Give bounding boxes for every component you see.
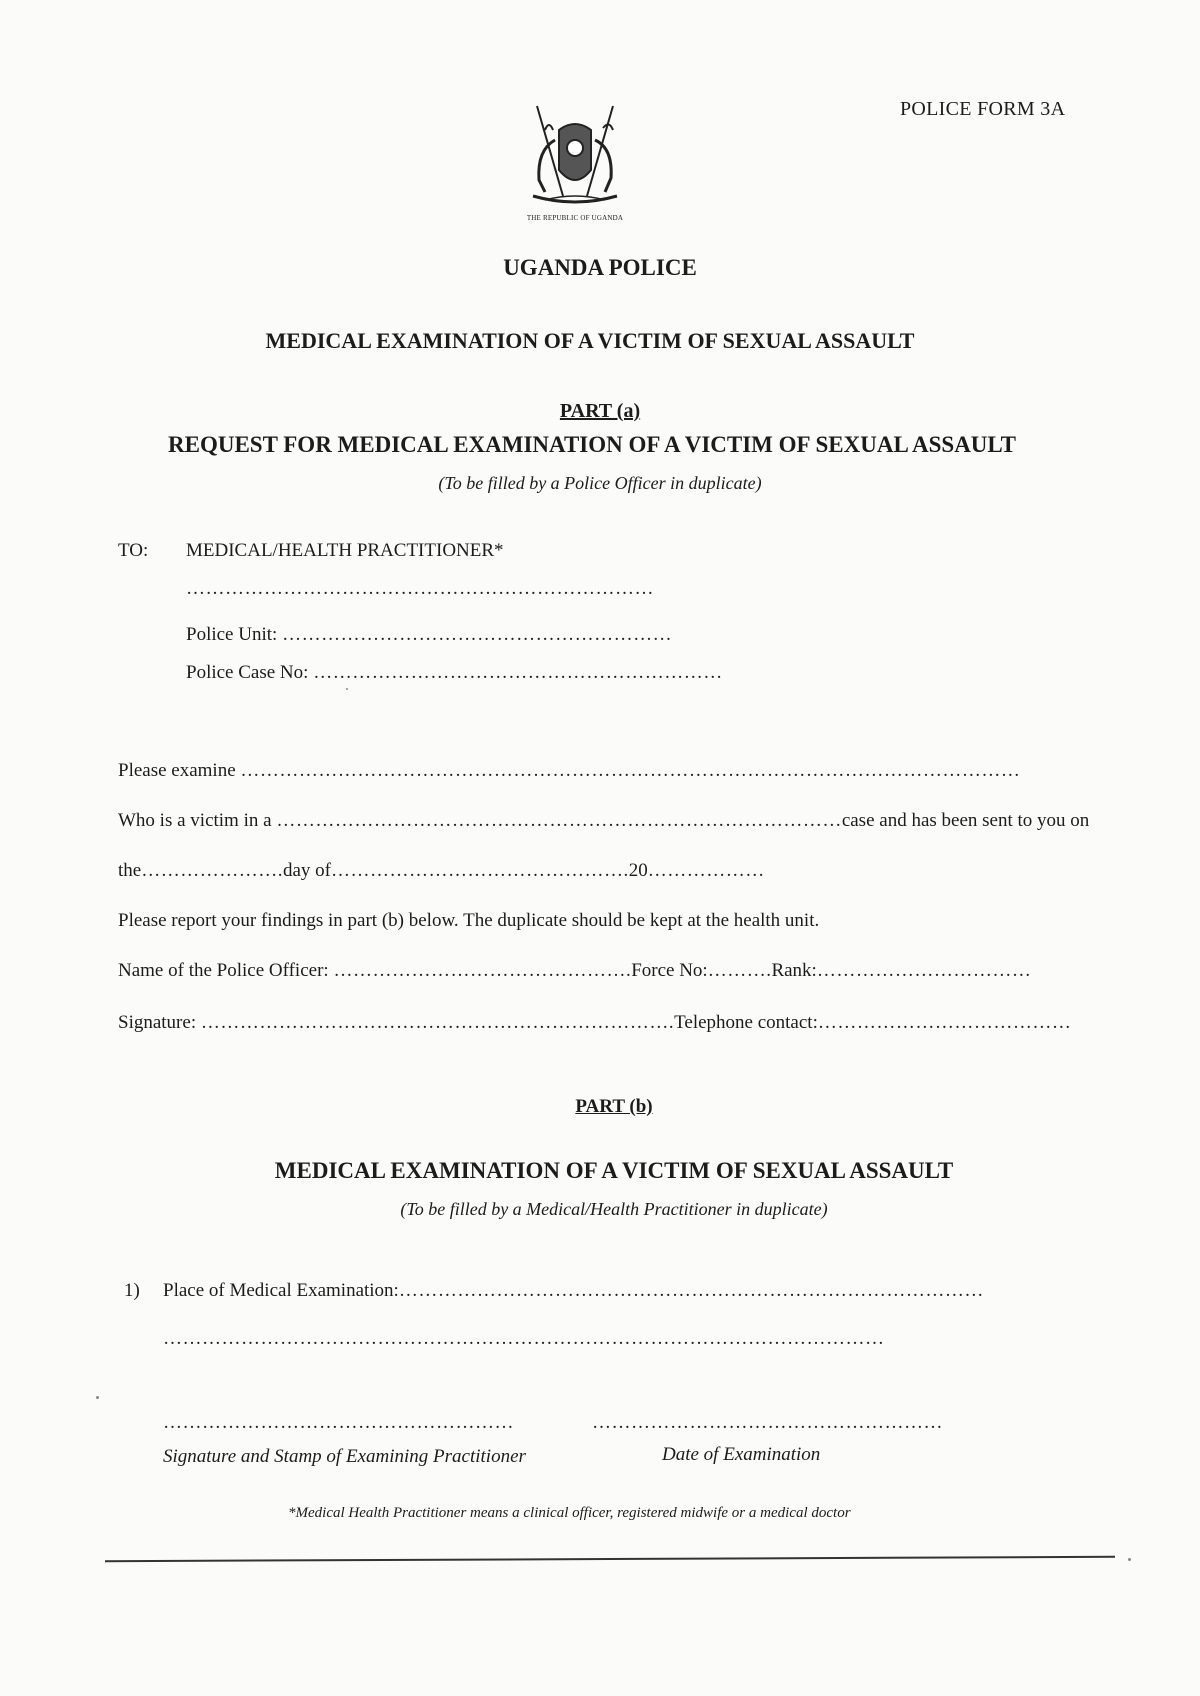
officer-details-row: Name of the Police Officer: ……………………………………….Force No:……….Rank:…………………………… bbox=[118, 960, 1032, 981]
date-sent-field[interactable]: the………………….day of……………………………………….20……………… bbox=[118, 860, 765, 881]
victim-suffix: case and has been sent to you on bbox=[841, 810, 1090, 831]
bottom-rule bbox=[105, 1556, 1115, 1562]
year-field[interactable]: ……………… bbox=[647, 860, 765, 881]
place-of-examination-field[interactable]: Place of Medical Examination:……………………………………………………………………………… bbox=[163, 1280, 984, 1301]
addressee: MEDICAL/HEALTH PRACTITIONER* bbox=[186, 540, 504, 561]
scan-speck bbox=[1128, 1558, 1131, 1561]
part-a-note: (To be filled by a Police Officer in duplicate) bbox=[438, 473, 762, 493]
signature-caption: Signature and Stamp of Examining Practitioner bbox=[163, 1446, 526, 1467]
uganda-coat-of-arms-icon bbox=[515, 100, 635, 216]
part-a-label: PART (a) bbox=[559, 400, 641, 422]
police-unit-field[interactable]: Police Unit: …………………………………………………… bbox=[186, 624, 673, 645]
signature-row: Signature: ……………………………………………………………….Telephone contact:………………………………… bbox=[118, 1012, 1072, 1033]
date-caption: Date of Examination bbox=[662, 1444, 821, 1465]
officer-signature-field[interactable]: ………………………………………………………………. bbox=[200, 1012, 675, 1033]
victim-label: Who is a victim in a bbox=[118, 810, 277, 831]
rank-field[interactable]: …………………………… bbox=[816, 960, 1032, 981]
part-b-label: PART (b) bbox=[575, 1096, 653, 1117]
place-label: Place of Medical Examination: bbox=[163, 1280, 399, 1301]
part-b-note: (To be filled by a Medical/Health Practitioner in duplicate) bbox=[400, 1199, 828, 1219]
police-case-no-field[interactable]: Police Case No: ……………………………………………………… bbox=[186, 662, 723, 683]
part-b-title: MEDICAL EXAMINATION OF A VICTIM OF SEXUAL ASSAULT bbox=[274, 1158, 954, 1183]
footnote: *Medical Health Practitioner means a clinical officer, registered midwife or a medical doctor bbox=[288, 1505, 851, 1521]
scan-speck bbox=[96, 1396, 99, 1399]
part-a-title: REQUEST FOR MEDICAL EXAMINATION OF A VICTIM OF SEXUAL ASSAULT bbox=[168, 432, 1016, 457]
agency-title: UGANDA POLICE bbox=[503, 255, 697, 280]
examine-label: Please examine bbox=[118, 760, 241, 781]
practitioner-signature-field[interactable]: ……………………………………………… bbox=[163, 1412, 514, 1433]
telephone-field[interactable]: ………………………………… bbox=[817, 1012, 1072, 1033]
to-label: TO: bbox=[118, 540, 149, 561]
case-no-label: Police Case No: bbox=[186, 662, 314, 683]
please-examine-field[interactable]: Please examine ………………………………………………………………………………………………………… bbox=[118, 760, 1021, 781]
police-unit-label: Police Unit: bbox=[186, 624, 283, 645]
place-of-examination-line-2[interactable]: ………………………………………………………………………………………………… bbox=[163, 1328, 885, 1349]
day-field[interactable]: …………………. bbox=[141, 860, 283, 881]
report-instruction: Please report your findings in part (b) below. The duplicate should be kept at the health unit. bbox=[118, 910, 820, 931]
form-number: POLICE FORM 3A bbox=[900, 98, 1066, 120]
examination-date-field[interactable]: ……………………………………………… bbox=[592, 1412, 943, 1433]
force-no-field[interactable]: ………. bbox=[707, 960, 772, 981]
victim-case-field[interactable]: Who is a victim in a ……………………………………………………………………………case and has been sent to you on bbox=[118, 810, 1090, 831]
addressee-field[interactable]: ……………………………………………………………… bbox=[186, 578, 654, 599]
item-number: 1) bbox=[124, 1280, 140, 1301]
scan-speck bbox=[346, 688, 348, 690]
main-title: MEDICAL EXAMINATION OF A VICTIM OF SEXUAL ASSAULT bbox=[265, 328, 915, 353]
month-field[interactable]: ………………………………………. bbox=[330, 860, 629, 881]
emblem-caption: THE REPUBLIC OF UGANDA bbox=[526, 214, 624, 222]
officer-name-field[interactable]: ………………………………………. bbox=[333, 960, 632, 981]
